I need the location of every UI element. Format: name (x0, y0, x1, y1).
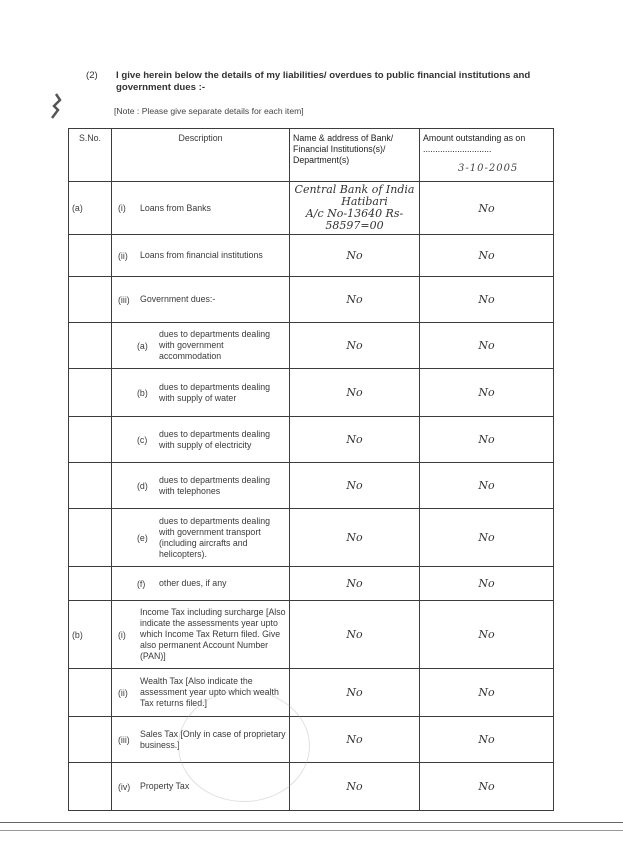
row-description: Wealth Tax [Also indicate the assessment year upto which wealth Tax returns filed.] (140, 676, 279, 708)
row-description: Sales Tax [Only in case of proprietary business.] (140, 728, 286, 750)
row-amount-handwritten: No (420, 417, 554, 463)
row-description: Property Tax (140, 781, 190, 791)
bank-detail-line: Hatibari (341, 195, 388, 208)
row-description-cell (112, 277, 290, 323)
row-roman-numeral: (ii) (118, 250, 128, 261)
row-description-cell (112, 182, 290, 235)
row-bank-handwritten: No (290, 323, 420, 369)
row-sno: (b) (69, 601, 112, 669)
row-sno (69, 763, 112, 811)
header-amount-label: Amount outstanding as on ............................ (423, 133, 526, 154)
row-bank-handwritten: No (290, 369, 420, 417)
row-description: Loans from Banks (140, 202, 211, 213)
bank-detail-line: A/c No-13640 Rs-58597=00 (305, 207, 404, 232)
row-amount-handwritten: No (420, 601, 554, 669)
row-bank-handwritten: No (290, 235, 420, 277)
row-sno (69, 463, 112, 509)
row-letter: (e) (137, 532, 148, 543)
section-number: (2) (86, 70, 98, 81)
row-description-cell (112, 235, 290, 277)
row-roman-numeral: (iv) (118, 781, 131, 792)
table-header-row (69, 129, 554, 182)
row-amount-handwritten: No (420, 323, 554, 369)
row-bank-handwritten: No (290, 509, 420, 567)
row-amount-handwritten: No (420, 369, 554, 417)
row-sno (69, 323, 112, 369)
row-amount-handwritten: No (420, 277, 554, 323)
table-row (69, 717, 554, 763)
table-row (69, 601, 554, 669)
row-sno: (a) (69, 182, 112, 235)
table-row (69, 669, 554, 717)
row-amount-handwritten: No (420, 182, 554, 235)
row-sno (69, 717, 112, 763)
row-sno (69, 235, 112, 277)
header-bank: Name & address of Bank/ Financial Institutions(s)/ Department(s) (290, 129, 420, 182)
header-description: Description (112, 129, 290, 182)
table-row (69, 417, 554, 463)
row-sno (69, 277, 112, 323)
row-amount-handwritten: No (420, 235, 554, 277)
row-amount-handwritten: No (420, 463, 554, 509)
row-bank-handwritten: No (290, 601, 420, 669)
row-amount-handwritten: No (420, 509, 554, 567)
row-sno (69, 369, 112, 417)
header-sno: S.No. (69, 129, 112, 182)
table-row (69, 182, 554, 235)
row-description: other dues, if any (159, 578, 227, 588)
row-roman-numeral: (iii) (118, 734, 130, 745)
row-amount-handwritten: No (420, 669, 554, 717)
row-bank-handwritten (290, 182, 420, 235)
row-letter: (b) (137, 387, 148, 398)
row-bank-handwritten: No (290, 567, 420, 601)
bank-detail-line: Central Bank of India (294, 183, 415, 196)
row-description: dues to departments dealing with telephones (159, 474, 271, 496)
row-bank-handwritten: No (290, 277, 420, 323)
table-row (69, 463, 554, 509)
row-description-cell (112, 567, 290, 601)
row-description-cell (112, 323, 290, 369)
row-description: dues to departments dealing with government transport (including aircrafts and helicopters). (159, 515, 271, 559)
section-note: [Note : Please give separate details for each item] (114, 106, 304, 116)
table-row (69, 509, 554, 567)
row-roman-numeral: (i) (118, 203, 126, 213)
table-row (69, 277, 554, 323)
row-description-cell (112, 601, 290, 669)
table-row (69, 235, 554, 277)
table-row (69, 323, 554, 369)
row-sno (69, 509, 112, 567)
row-roman-numeral: (ii) (118, 687, 128, 698)
faded-seal (178, 690, 310, 802)
row-description: Loans from financial institutions (140, 250, 263, 260)
row-bank-handwritten: No (290, 669, 420, 717)
scan-mark-icon (48, 92, 70, 120)
row-letter: (a) (137, 340, 148, 351)
row-sno (69, 567, 112, 601)
row-description-cell (112, 509, 290, 567)
row-description: dues to departments dealing with supply of electricity (159, 428, 271, 450)
table-row (69, 567, 554, 601)
row-sno (69, 669, 112, 717)
row-description: dues to departments dealing with supply of water (159, 381, 271, 403)
row-bank-handwritten: No (290, 763, 420, 811)
liabilities-table (68, 128, 554, 811)
row-letter: (f) (137, 578, 146, 589)
row-bank-handwritten: No (290, 463, 420, 509)
page-footer-line-2 (0, 830, 623, 831)
row-description: Income Tax including surcharge [Also indicate the assessments year upto which Income Tax Return filed. Give also permanent Account Number (PAN)] (140, 607, 286, 661)
row-letter: (d) (137, 480, 148, 491)
header-amount (420, 129, 554, 182)
row-amount-handwritten: No (420, 717, 554, 763)
row-amount-handwritten: No (420, 763, 554, 811)
table-row (69, 369, 554, 417)
row-bank-handwritten: No (290, 717, 420, 763)
table-row (69, 763, 554, 811)
row-description-cell (112, 369, 290, 417)
amount-date-handwritten: 3-10-2005 (458, 163, 519, 174)
row-sno (69, 417, 112, 463)
section-title: I give herein below the details of my liabilities/ overdues to public financial institutions and government dues :- (116, 70, 531, 93)
row-description: dues to departments dealing with government accommodation (159, 329, 271, 361)
row-roman-numeral: (iii) (118, 294, 130, 305)
row-description-cell (112, 417, 290, 463)
row-bank-handwritten: No (290, 417, 420, 463)
row-description: Government dues:- (140, 294, 216, 304)
row-letter: (c) (137, 434, 148, 445)
row-description-cell (112, 463, 290, 509)
page-footer-line (0, 822, 623, 823)
row-roman-numeral: (i) (118, 629, 126, 640)
row-amount-handwritten: No (420, 567, 554, 601)
